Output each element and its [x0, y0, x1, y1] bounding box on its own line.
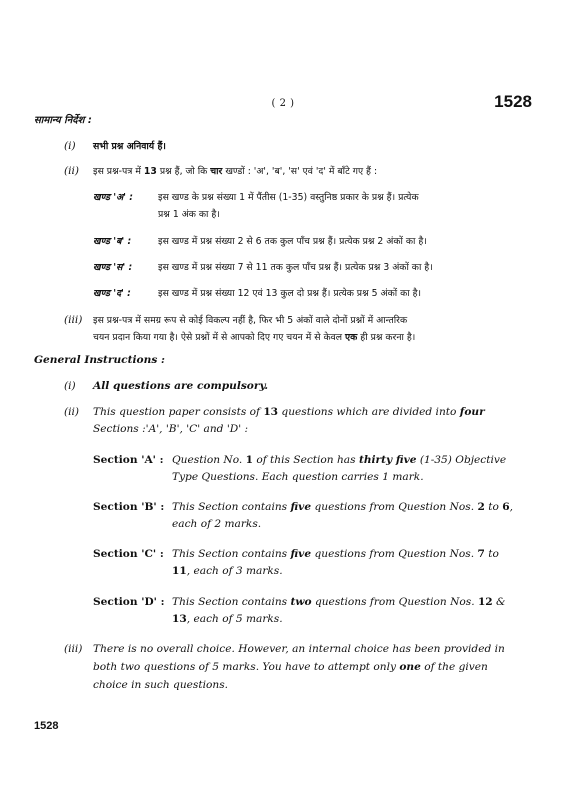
english-section-label: Section 'C' :: [93, 548, 164, 560]
text-run: questions from Question Nos.: [311, 501, 478, 513]
english-item-number: (iii): [64, 643, 83, 655]
text-run: four: [459, 406, 485, 418]
text-run: ही प्रश्न करना है।: [357, 332, 416, 343]
english-item-text: All questions are compulsory.: [93, 380, 269, 392]
english-section-text: [172, 563, 283, 581]
text-run: 7: [477, 548, 485, 560]
hindi-section-text: इस खण्ड के प्रश्न संख्या 1 में पैंतीस (1-35) वस्तुनिष्ठ प्रकार के प्रश्न हैं। प्रत्येक: [158, 192, 419, 203]
hindi-section-label: खण्ड 'द' :: [93, 288, 131, 299]
text-run: to: [484, 548, 499, 560]
hindi-section-label: खण्ड 'ब' :: [93, 236, 132, 247]
text-run: 1: [245, 454, 253, 466]
hindi-item-number: (iii): [64, 314, 83, 326]
english-section-text: [172, 594, 506, 612]
text-run: , each of 3 marks.: [186, 565, 283, 577]
paper-code-top: 1528: [494, 92, 532, 111]
text-run: ,: [509, 501, 513, 513]
text-run: , each of 5 marks.: [186, 613, 283, 625]
text-run: प्रश्न हैं, जो कि: [156, 166, 211, 177]
text-run: &: [492, 596, 506, 608]
text-run: चार: [210, 166, 223, 177]
hindi-item-text: इस प्रश्न-पत्र में समग्र रूप से कोई विकल्प नहीं है, फिर भी 5 अंकों वाले दोनों प्रश्नों में आन्तरिक: [93, 315, 408, 326]
text-run: 13: [263, 406, 279, 418]
english-item-number: (ii): [64, 406, 80, 418]
english-section-label: Section 'D' :: [93, 596, 165, 608]
hindi-section-text: प्रश्न 1 अंक का है।: [158, 209, 220, 220]
english-section-text: [172, 546, 499, 564]
hindi-item-number: (i): [64, 140, 76, 152]
hindi-heading: सामान्य निर्देश :: [34, 115, 92, 126]
page-number: ( 2 ): [271, 98, 295, 109]
english-section-text: [172, 499, 513, 517]
hindi-section-label: खण्ड 'अ' :: [93, 192, 133, 203]
hindi-item-number: (ii): [64, 165, 80, 177]
text-run: (1-35) Objective: [416, 454, 507, 466]
text-run: to: [484, 501, 503, 513]
hindi-item-text: [93, 330, 415, 346]
text-run: This Section contains: [172, 548, 291, 560]
paper-code-bottom: 1528: [34, 720, 59, 732]
hindi-section-label: खण्ड 'स' :: [93, 262, 133, 273]
text-run: five: [290, 548, 312, 560]
text-run: 2: [477, 501, 485, 513]
text-run: 13: [143, 166, 157, 177]
text-run: Question No.: [172, 454, 246, 466]
english-item-number: (i): [64, 380, 76, 392]
text-run: questions from Question Nos.: [311, 548, 478, 560]
hindi-item-text: सभी प्रश्न अनिवार्य हैं।: [93, 141, 166, 152]
english-item-text: [93, 404, 485, 422]
english-section-text: [172, 452, 506, 470]
text-run: इस प्रश्न-पत्र में: [93, 166, 144, 177]
text-run: This question paper consists of: [93, 406, 264, 418]
english-section-label: Section 'A' :: [93, 454, 164, 466]
text-run: of the given: [420, 661, 488, 673]
text-run: both two questions of 5 marks. You have to attempt only: [93, 661, 400, 673]
text-run: एक: [345, 332, 358, 343]
text-run: 6: [502, 501, 510, 513]
hindi-item-text: [93, 164, 377, 180]
english-heading: General Instructions :: [34, 354, 165, 366]
hindi-section-text: इस खण्ड में प्रश्न संख्या 2 से 6 तक कुल पाँच प्रश्न हैं। प्रत्येक प्रश्न 2 अंकों का है।: [158, 236, 427, 247]
text-run: thirty five: [358, 454, 417, 466]
text-run: five: [290, 501, 312, 513]
text-run: questions which are divided into: [278, 406, 460, 418]
text-run: चयन प्रदान किया गया है। ऐसे प्रश्नों में से आपको दिए गए चयन में से केवल: [93, 332, 346, 343]
english-section-text: [172, 611, 283, 629]
text-run: This Section contains: [172, 501, 291, 513]
english-item-text: There is no overall choice. However, an internal choice has been provided in: [93, 643, 505, 655]
text-run: 11: [172, 565, 187, 577]
english-item-text: Sections :'A', 'B', 'C' and 'D' :: [93, 423, 249, 435]
english-item-text: choice in such questions.: [93, 679, 229, 691]
text-run: questions from Question Nos.: [311, 596, 478, 608]
hindi-section-text: इस खण्ड में प्रश्न संख्या 7 से 11 तक कुल पाँच प्रश्न हैं। प्रत्येक प्रश्न 3 अंकों का है।: [158, 262, 433, 273]
english-section-label: Section 'B' :: [93, 501, 165, 513]
text-run: one: [399, 661, 421, 673]
text-run: This Section contains: [172, 596, 291, 608]
text-run: खण्डों : 'अ', 'ब', 'स' एवं 'द' में बाँटे गए हैं :: [222, 166, 378, 177]
english-item-text: [93, 659, 488, 677]
text-run: two: [290, 596, 312, 608]
text-run: 12: [477, 596, 493, 608]
text-run: 13: [172, 613, 187, 625]
english-section-text: Type Questions. Each question carries 1 mark.: [172, 471, 424, 483]
hindi-section-text: इस खण्ड में प्रश्न संख्या 12 एवं 13 कुल दो प्रश्न हैं। प्रत्येक प्रश्न 5 अंकों का है।: [158, 288, 422, 299]
text-run: of this Section has: [253, 454, 359, 466]
english-section-text: each of 2 marks.: [172, 518, 262, 530]
